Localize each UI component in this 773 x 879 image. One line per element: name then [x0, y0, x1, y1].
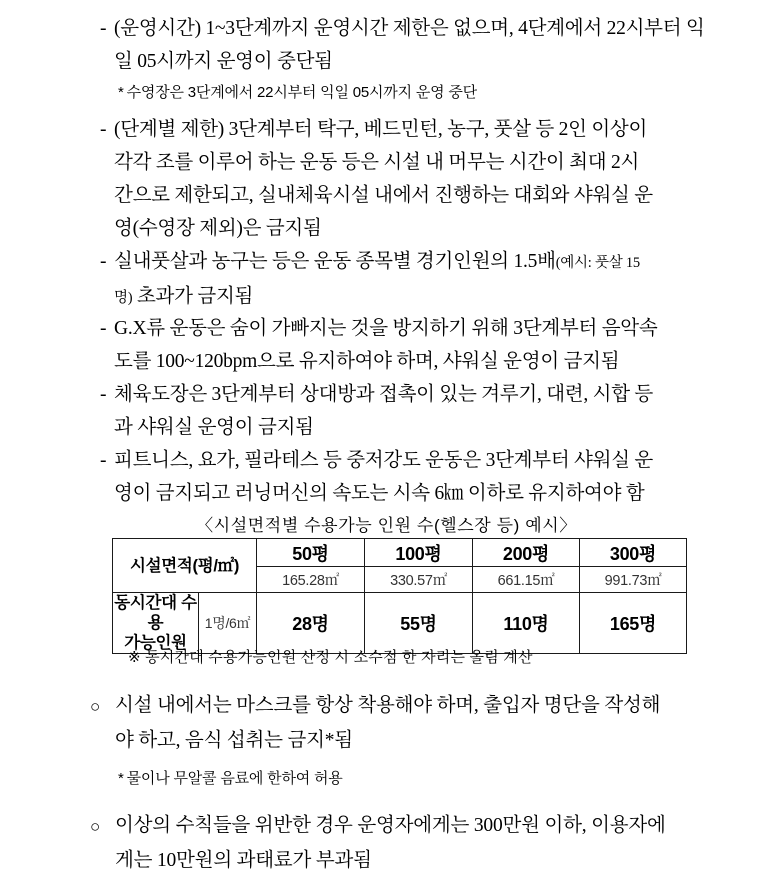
- text-line: (운영시간) 1~3단계까지 운영시간 제한은 없으며, 4단계에서 22시부터 익: [114, 18, 705, 39]
- text-line: [114, 280, 740, 315]
- circle-item-mask-and-log: [90, 688, 742, 758]
- capacity-table-grid: [112, 538, 687, 654]
- text-line: 영이 금지되고 러닝머신의 속도는 시속 6㎞ 이하로 유지하여야 함: [114, 483, 645, 504]
- table-cell-capacity-value: 28명: [257, 593, 365, 654]
- footnote-marker: *: [118, 84, 124, 101]
- dash-marker: -: [100, 119, 107, 140]
- dash-item-fitness-treadmill: [100, 444, 740, 510]
- capacity-header-line2: 가능인원: [124, 634, 187, 652]
- dash-item-gx-music-tempo: [100, 312, 740, 378]
- text-line: G.X류 운동은 숨이 가빠지는 것을 방지하기 위해 3단계부터 음악속: [114, 318, 658, 339]
- dash-item-futsal-capacity: [100, 245, 740, 315]
- table-cell-area-m2: 661.15㎡: [473, 567, 580, 593]
- dash-item-body: [114, 378, 740, 444]
- table-row-area-ping: [113, 539, 687, 567]
- footnote-marker: *: [118, 770, 124, 787]
- text-line: (단계별 제한) 3단계부터 탁구, 베드민턴, 농구, 풋살 등 2인 이상이: [114, 119, 648, 140]
- table-cell-capacity-value: 165명: [580, 593, 687, 654]
- table-cell-capacity-unit: 1명/6㎡: [199, 593, 257, 654]
- text-run-small: 명): [114, 290, 133, 306]
- text-line: 간으로 제한되고, 실내체육시설 내에서 진행하는 대회와 샤워실 운: [114, 185, 653, 206]
- text-line: 게는 10만원의 과태료가 부과됨: [115, 850, 372, 871]
- text-line: 일 05시까지 운영이 중단됨: [114, 51, 333, 72]
- table-cell-area-m2: 330.57㎡: [365, 567, 473, 593]
- dash-marker: -: [100, 384, 107, 405]
- table-cell-capacity-value: 110명: [473, 593, 580, 654]
- text-run: 초과가 금지됨: [132, 286, 254, 307]
- footnote-beverage-allowance: [118, 768, 738, 790]
- text-line: 과 샤워실 운영이 금지됨: [114, 417, 314, 438]
- footnote-text: 수영장은 3단계에서 22시부터 익일 05시까지 운영 중단: [126, 84, 477, 101]
- footnote-pool-hours: [118, 82, 738, 104]
- table-cell-area-m2: 991.73㎡: [580, 567, 687, 593]
- table-cell-area-ping: 50평: [257, 539, 365, 567]
- dash-marker: -: [100, 18, 107, 39]
- dash-item-martial-arts: [100, 378, 740, 444]
- text-line: 이상의 수칙들을 위반한 경우 운영자에게는 300만원 이하, 이용자에: [115, 815, 666, 836]
- circle-item-body: [115, 808, 742, 878]
- circle-marker: ○: [90, 697, 101, 716]
- dash-item-body: [114, 245, 740, 315]
- dash-item-body: [114, 113, 740, 245]
- text-line: [114, 245, 740, 280]
- dash-item-stage-restrictions: [100, 113, 740, 245]
- capacity-header-line1: 동시간대 수용: [114, 594, 197, 632]
- table-title: 〈시설면적별 수용가능 인원 수(헬스장 등) 예시〉: [196, 516, 577, 535]
- footnote-text: 물이나 무알콜 음료에 한하여 허용: [126, 770, 343, 787]
- table-header-facility-area: 시설면적(평/㎡): [113, 539, 257, 593]
- text-line: 피트니스, 요가, 필라테스 등 중저강도 운동은 3단계부터 샤워실 운: [114, 450, 654, 471]
- dash-item-body: [114, 444, 740, 510]
- text-line: 시설 내에서는 마스크를 항상 착용해야 하며, 출입자 명단을 작성해: [115, 695, 661, 716]
- text-line: 야 하고, 음식 섭취는 금지*됨: [115, 730, 353, 751]
- text-run: 실내풋살과 농구는 등은 운동 종목별 경기인원의 1.5배: [114, 251, 556, 272]
- table-cell-capacity-value: 55명: [365, 593, 473, 654]
- table-header-simultaneous-capacity: [113, 593, 199, 654]
- dash-marker: -: [100, 450, 107, 471]
- text-line: 도를 100~120bpm으로 유지하여야 하며, 샤워실 운영이 금지됨: [114, 351, 620, 372]
- table-cell-area-ping: 300평: [580, 539, 687, 567]
- dash-item-body: [114, 312, 740, 378]
- dash-marker: -: [100, 251, 107, 272]
- table-cell-area-m2: 165.28㎡: [257, 567, 365, 593]
- circle-item-body: [115, 688, 742, 758]
- dash-marker: -: [100, 318, 107, 339]
- table-footnote-rounding: ※ 동시간대 수용가능인원 산정 시 소수점 한 자리는 올림 계산: [128, 649, 533, 666]
- circle-item-penalties: [90, 808, 742, 878]
- text-line: 체육도장은 3단계부터 상대방과 접촉이 있는 겨루기, 대련, 시합 등: [114, 384, 654, 405]
- dash-item-operating-hours: [100, 12, 740, 78]
- circle-marker: ○: [90, 817, 101, 836]
- table-row-capacity: [113, 593, 687, 654]
- table-cell-area-ping: 200평: [473, 539, 580, 567]
- table-cell-area-ping: 100평: [365, 539, 473, 567]
- text-line: 영(수영장 제외)은 금지됨: [114, 218, 322, 239]
- text-line: 각각 조를 이루어 하는 운동 등은 시설 내 머무는 시간이 최대 2시: [114, 152, 640, 173]
- dash-item-body: [114, 12, 740, 78]
- text-run-small: (예시: 풋살 15: [555, 255, 640, 271]
- capacity-table: [112, 538, 686, 654]
